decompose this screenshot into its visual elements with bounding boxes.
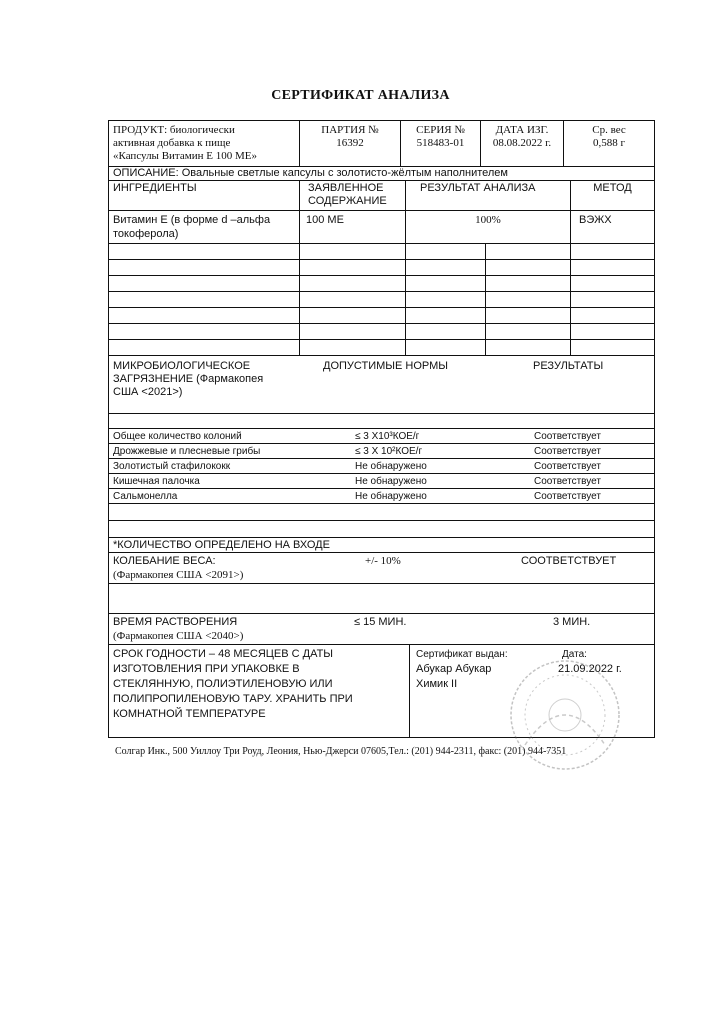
microbiology-title-line1: МИКРОБИОЛОГИЧЕСКОЕ — [113, 360, 251, 372]
ingredient-name-line1: Витамин Е (в форме d –альфа — [113, 214, 271, 226]
microbiology-row — [109, 459, 654, 474]
ingredient-result: 100% — [475, 214, 501, 226]
product-line2: активная добавка к пище — [113, 137, 231, 149]
shelf-life-line3: СТЕКЛЯННУЮ, ПОЛИЭТИЛЕНОВУЮ ИЛИ — [113, 678, 333, 690]
batch-cell — [299, 121, 400, 166]
weight-variation-result: СООТВЕТСТВУЕТ — [521, 555, 617, 567]
micro-test-result: Соответствует — [534, 476, 601, 487]
microbiology-row — [109, 474, 654, 489]
empty-row — [109, 584, 654, 614]
method-heading: МЕТОД — [593, 182, 632, 194]
ingredient-declared: 100 МЕ — [306, 214, 344, 226]
empty-row — [109, 260, 654, 276]
average-weight-value: 0,588 г — [592, 137, 625, 149]
shelf-life-line5: КОМНАТНОЙ ТЕМПЕРАТУРЕ — [113, 708, 266, 720]
micro-test-name: Кишечная палочка — [113, 476, 200, 487]
series-value: 518483-01 — [416, 137, 465, 149]
micro-test-result: Соответствует — [534, 431, 601, 442]
signature-cell — [409, 645, 654, 737]
shelf-life-row — [109, 645, 654, 737]
signer-role: Химик II — [416, 678, 458, 690]
product-label: ПРОДУКТ: биологически — [113, 124, 235, 136]
ingredient-method: ВЭЖХ — [579, 214, 612, 226]
series-label: СЕРИЯ № — [416, 124, 465, 136]
signature-date-value: 21.09.2022 г. — [558, 663, 622, 675]
ingredients-heading: ИНГРЕДИЕНТЫ — [113, 182, 197, 194]
microbiology-row — [109, 444, 654, 459]
signature-date-label: Дата: — [562, 649, 587, 660]
series-cell — [400, 121, 480, 166]
batch-label: ПАРТИЯ № — [321, 124, 379, 136]
microbiology-row — [109, 489, 654, 504]
microbiology-header-row — [109, 356, 654, 414]
weight-variation-row — [109, 553, 654, 584]
result-heading: РЕЗУЛЬТАТ АНАЛИЗА — [420, 182, 536, 194]
dissolution-label: ВРЕМЯ РАСТВОРЕНИЯ — [113, 616, 238, 628]
micro-test-name: Сальмонелла — [113, 491, 178, 502]
micro-test-result: Соответствует — [534, 446, 601, 457]
micro-test-norm: Не обнаружено — [355, 461, 427, 472]
shelf-life-line1: СРОК ГОДНОСТИ – 48 МЕСЯЦЕВ С ДАТЫ — [113, 648, 334, 660]
microbiology-title-line2: ЗАГРЯЗНЕНИЕ (Фармакопея — [113, 373, 264, 385]
weight-variation-label: КОЛЕБАНИЕ ВЕСА: — [113, 555, 216, 567]
dissolution-pharmacopeia: (Фармакопея США <2040>) — [113, 630, 244, 642]
weight-variation-norm: +/- 10% — [365, 555, 401, 567]
micro-test-name: Золотистый стафилококк — [113, 461, 231, 472]
dissolution-result: 3 МИН. — [553, 616, 591, 628]
micro-test-result: Соответствует — [534, 461, 601, 472]
certificate-table — [108, 120, 655, 738]
manufacture-date-cell — [480, 121, 563, 166]
product-name: «Капсулы Витамин Е 100 МЕ» — [113, 150, 257, 162]
empty-row — [109, 244, 654, 260]
empty-row — [109, 292, 654, 308]
manufacture-date-value: 08.08.2022 г. — [492, 137, 552, 149]
note-text: *КОЛИЧЕСТВО ОПРЕДЕЛЕНО НА ВХОДЕ — [113, 539, 330, 551]
average-weight-label: Ср. вес — [592, 124, 626, 136]
micro-test-norm: Не обнаружено — [355, 476, 427, 487]
company-footer: Солгар Инк., 500 Уиллоу Три Роуд, Леония, Нью-Джерси 07605,Тел.: (201) 944-2311, факс: (201) 944-7351 — [115, 746, 567, 757]
description-row — [109, 167, 654, 181]
manufacture-date-label: ДАТА ИЗГ. — [495, 124, 549, 136]
certificate-issued-label: Сертификат выдан: — [416, 649, 508, 660]
empty-row — [109, 308, 654, 324]
microbiology-title-line3: США <2021>) — [113, 386, 183, 398]
document-title: СЕРТИФИКАТ АНАЛИЗА — [271, 88, 450, 103]
empty-row — [109, 324, 654, 340]
micro-test-name: Дрожжевые и плесневые грибы — [113, 446, 261, 457]
ingredients-header-row — [109, 181, 654, 211]
dissolution-row — [109, 614, 654, 645]
ingredient-name-line2: токоферола) — [113, 228, 179, 240]
declared-heading-line1: ЗАЯВЛЕННОЕ — [308, 182, 384, 194]
product-header-row — [109, 121, 654, 167]
empty-row — [109, 521, 654, 538]
dissolution-norm: ≤ 15 МИН. — [354, 616, 407, 628]
microbiology-row — [109, 429, 654, 444]
description-text: ОПИСАНИЕ: Овальные светлые капсулы с золотисто-жёлтым наполнителем — [113, 167, 508, 179]
micro-test-norm: Не обнаружено — [355, 491, 427, 502]
empty-row — [109, 504, 654, 521]
results-heading: РЕЗУЛЬТАТЫ — [533, 360, 604, 372]
micro-test-norm: ≤ 3 X 10²КОЕ/г — [355, 446, 423, 457]
batch-value: 16392 — [336, 137, 364, 149]
average-weight-cell — [563, 121, 654, 166]
shelf-life-line2: ИЗГОТОВЛЕНИЯ ПРИ УПАКОВКЕ В — [113, 663, 300, 675]
ingredient-row — [109, 211, 654, 244]
micro-test-name: Общее количество колоний — [113, 431, 242, 442]
weight-variation-pharmacopeia: (Фармакопея США <2091>) — [113, 569, 244, 581]
empty-row — [109, 414, 654, 429]
norms-heading: ДОПУСТИМЫЕ НОРМЫ — [323, 360, 449, 372]
empty-row — [109, 340, 654, 356]
micro-test-result: Соответствует — [534, 491, 601, 502]
shelf-life-line4: ПОЛИПРОПИЛЕНОВУЮ ТАРУ. ХРАНИТЬ ПРИ — [113, 693, 353, 705]
note-row — [109, 538, 654, 553]
micro-test-norm: ≤ 3 X10³КОЕ/г — [355, 431, 420, 442]
signer-name: Абукар Абукар — [416, 663, 492, 675]
empty-row — [109, 276, 654, 292]
product-cell — [109, 121, 299, 166]
declared-heading-line2: СОДЕРЖАНИЕ — [308, 195, 387, 207]
